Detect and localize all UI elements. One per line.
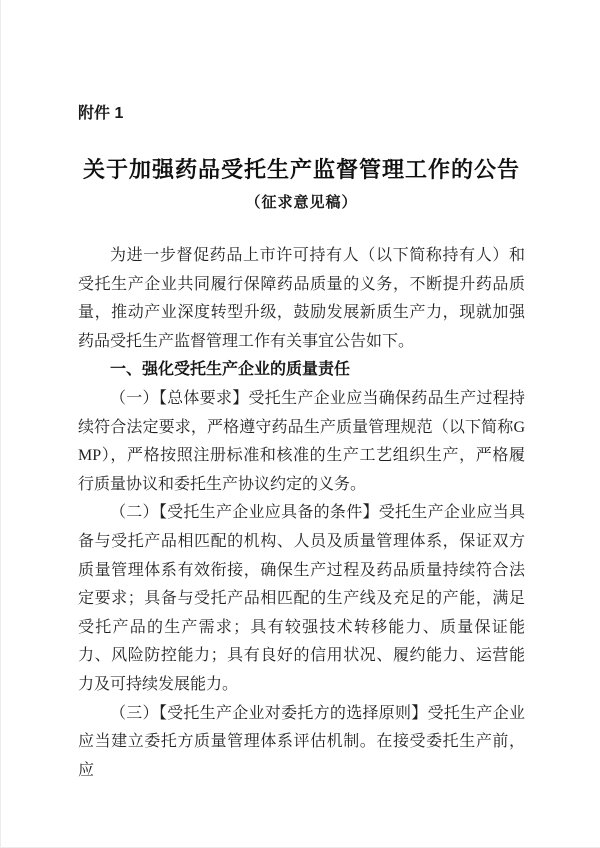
intro-paragraph: 为进一步督促药品上市许可持有人（以下简称持有人）和受托生产企业共同履行保障药品质量的义务，不断提升药品质量，推动产业深度转型升级，鼓励发展新质生产力，现就加强药品受托生产监督管理工作有关事宜公告如下。 xyxy=(78,247,525,350)
document-title: 关于加强药品受托生产监督管理工作的公告 xyxy=(82,157,520,182)
clause-1-paragraph: （一）【总体要求】受托生产企业应当确保药品生产过程持续符合法定要求，严格遵守药品生产质量管理规范（以下简称GMP），严格按照注册标准和核准的生产工艺组织生产，严格履行质量协议和委托生产协议约定的义务。 xyxy=(78,389,525,493)
document-body xyxy=(78,242,525,785)
clause-2-paragraph: （二）【受托生产企业应具备的条件】受托生产企业应当具备与受托产品相匹配的机构、人员及质量管理体系，保证双方质量管理体系有效衔接，确保生产过程及药品质量持续符合法定要求；具备与受托产品相匹配的生产线及充足的产能，满足受托产品的生产需求；具有较强技术转移能力、质量保证能力、风险防控能力；具有良好的信用状况、履约能力、运营能力及可持续发展能力。 xyxy=(78,504,525,693)
document-subtitle: （征求意见稿） xyxy=(245,195,358,211)
attachment-label: 附件 1 xyxy=(78,105,124,122)
section-1-heading: 一、强化受托生产企业的质量责任 xyxy=(110,361,351,379)
clause-3-paragraph: （三）【受托生产企业对委托方的选择原则】受托生产企业应当建立委托方质量管理体系评估机制。在接受委托生产前，应 xyxy=(78,704,525,779)
